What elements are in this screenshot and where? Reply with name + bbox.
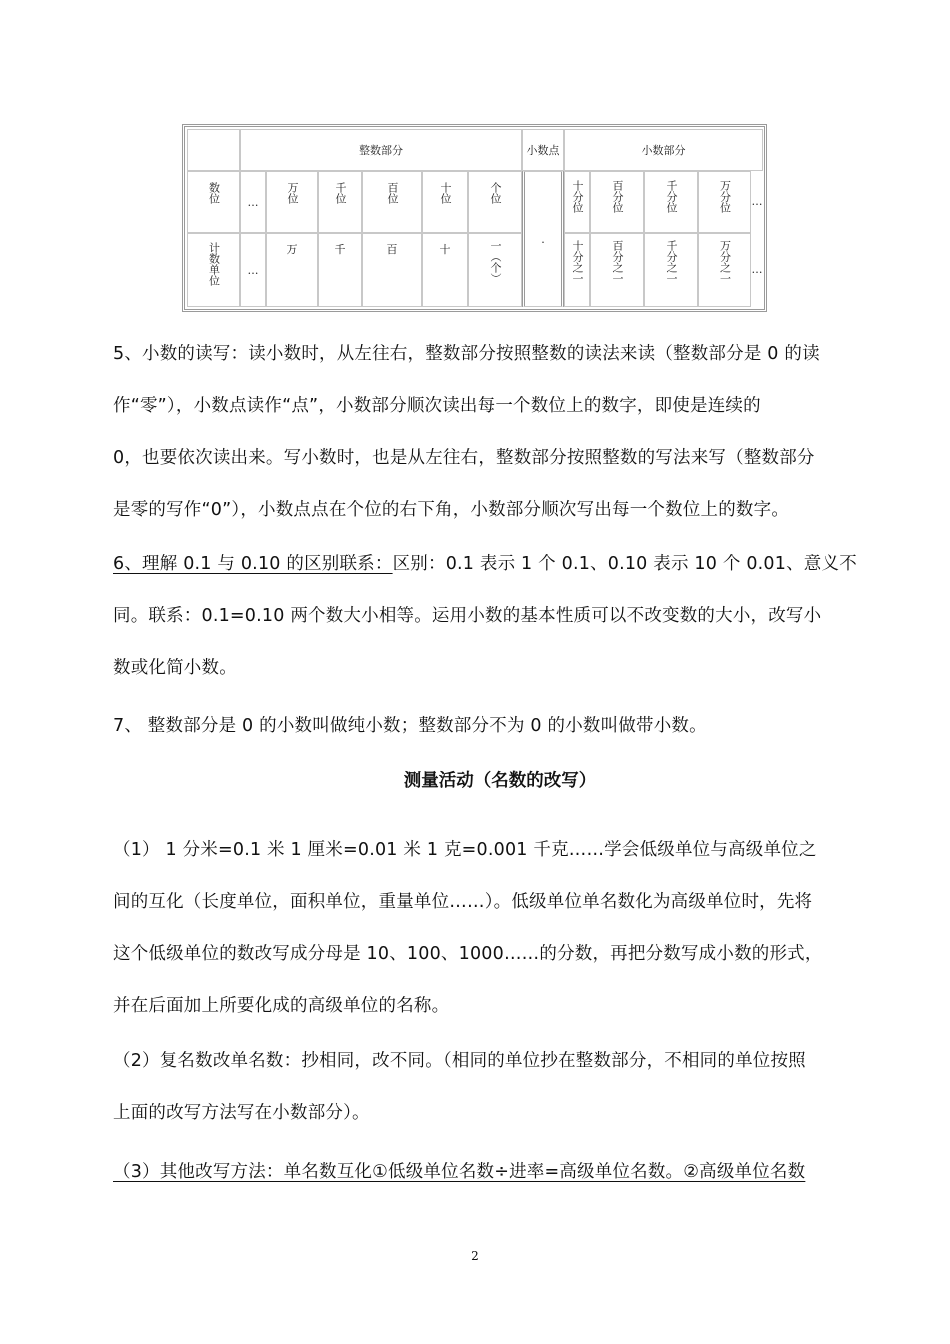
paragraph-5 [113,328,843,536]
place-label-qian: 千位 [334,182,347,204]
p5-line-3: 0，也要依次读出来。写小数时，也是从左往右，整数部分按照整数的写法来写（整数部分 [113,448,815,468]
unit-cell-bai: 百 [362,233,422,307]
paragraph-6 [113,538,857,694]
page-number: 2 [471,1249,479,1263]
q1-line-1: （1） 1 分米=0.1 米 1 厘米=0.01 米 1 克=0.001 千克……学会低级单位与高级单位之 [113,840,817,860]
q2-line-1: （2）复名数改单名数：抄相同，改不同。（相同的单位抄在整数部分，不相同的单位按照 [113,1051,806,1071]
place-cell-qian [318,171,362,233]
unit-cell-ten-thousandths [698,233,751,307]
place-row-label-cell [187,171,240,233]
unit-cell-tenths [564,233,590,307]
place-label-tenths: 十分位 [571,180,584,213]
unit-cell-ge [468,233,522,307]
decimal-point-cell [522,171,564,307]
decimal-point-symbol: . [541,233,545,246]
place-cell-ten-thousandths [698,171,751,233]
q1-line-4: 并在后面加上所要化成的高级单位的名称。 [113,996,450,1016]
unit-label-thousandths: 千分之一 [665,240,678,284]
place-value-table [182,124,767,312]
integer-part-header: 整数部分 [240,129,522,171]
paragraph-q3 [113,1146,843,1198]
place-cell-bai [362,171,422,233]
unit-cell-qian: 千 [318,233,362,307]
place-ellipsis-right: … [751,195,763,208]
place-label-wan: 万位 [286,182,299,204]
paragraph-7: 7、 整数部分是 0 的小数叫做纯小数；整数部分不为 0 的小数叫做带小数。 [113,716,707,736]
place-cell-shi [422,171,468,233]
unit-label-tenths: 十分之一 [571,240,584,284]
unit-row-label-cell [187,233,240,307]
place-cell-hundredths [590,171,644,233]
place-ellipsis-left: … [240,171,266,233]
decimal-point-header: 小数点 [522,129,564,171]
unit-label-ge: 一（个） [489,240,502,284]
unit-row-label: 计数单位 [207,242,221,286]
p6-line-3: 数或化简小数。 [113,658,237,678]
paragraph-q2 [113,1035,843,1139]
p5-line-2: 作“零”），小数点读作“点”，小数部分顺次读出每一个数位上的数字，即使是连续的 [113,396,761,416]
place-label-ge: 个位 [489,182,502,204]
decimal-part-header: 小数部分 [564,129,763,171]
paragraph-q1 [113,824,843,1032]
section-heading: 测量活动（名数的改写） [403,771,597,791]
place-row-label: 数位 [207,182,221,204]
p5-line-4: 是零的写作“0”），小数点点在个位的右下角，小数部分顺次写出每一个数位上的数字。 [113,500,790,520]
place-label-shi: 十位 [439,182,452,204]
unit-label-hundredths: 百分之一 [611,240,624,284]
p6-line-2: 同。联系：0.1=0.10 两个数大小相等。运用小数的基本性质可以不改变数的大小，改写小 [113,606,822,626]
q1-line-2: 间的互化（长度单位，面积单位，重量单位……）。低级单位单名数化为高级单位时，先将 [113,892,813,912]
place-cell-tenths [564,171,590,233]
p5-line-1: 5、小数的读写：读小数时，从左往右，整数部分按照整数的读法来读（整数部分是 0 的读 [113,344,820,364]
p6-first-line-rest: 区别：0.1 表示 1 个 0.1、0.10 表示 10 个 0.01、意义不 [392,554,857,574]
unit-ellipsis-left: … [240,233,266,307]
unit-ellipsis-right: … [751,263,763,276]
table-corner-cell [187,129,240,171]
p6-underlined-title: 6、理解 0.1 与 0.10 的区别联系： [113,554,393,574]
unit-cell-shi: 十 [422,233,468,307]
q3-line-1: （3）其他改写方法：单名数互化①低级单位名数÷进率=高级单位名数。②高级单位名数 [113,1162,806,1182]
place-cell-thousandths [644,171,698,233]
place-cell-ge [468,171,522,233]
place-label-hundredths: 百分位 [611,180,624,213]
place-label-ten-thousandths: 万分位 [718,180,732,213]
unit-cell-thousandths [644,233,698,307]
unit-cell-wan: 万 [266,233,318,307]
unit-label-ten-thousandths: 万分之一 [718,240,732,284]
place-label-thousandths: 千分位 [665,180,678,213]
q2-line-2: 上面的改写方法写在小数部分）。 [113,1103,370,1123]
place-label-bai: 百位 [386,182,399,204]
place-cell-wan [266,171,318,233]
p6-line-1 [113,538,857,590]
unit-cell-hundredths [590,233,644,307]
q1-line-3: 这个低级单位的数改写成分母是 10、100、1000……的分数，再把分数写成小数的形式， [113,944,823,964]
